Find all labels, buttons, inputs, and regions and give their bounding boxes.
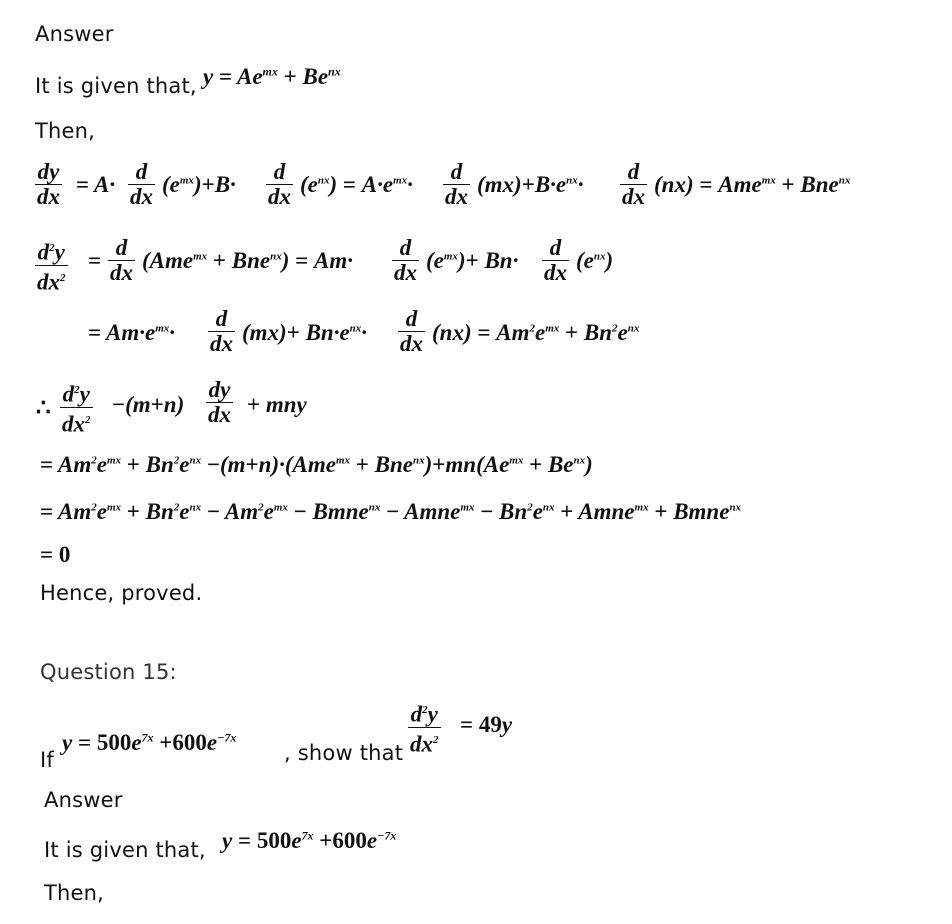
frac-d-dx: $\frac{d}{dx}$ <box>110 235 133 285</box>
frac-d-dx: $\frac{d}{dx}$ <box>130 159 153 209</box>
answer-heading-2: Answer <box>44 788 123 812</box>
frac-d-dx: $\frac{d}{dx}$ <box>544 235 567 285</box>
question-target-equation: = 49y <box>460 712 513 737</box>
frac-dy-dx: $\frac{dy}{dx}$ <box>37 159 60 209</box>
then-text-2: Then, <box>44 881 105 905</box>
frac-d2y-dx2: $\frac{d^2y}{dx^2}$ <box>410 701 439 757</box>
equation-line-1-part: $(e^{mx})+B\cdot$ <box>162 172 236 197</box>
frac-d-dx: $\frac{d}{dx}$ <box>394 235 417 285</box>
frac-d-dx: $\frac{d}{dx}$ <box>400 306 423 356</box>
question-if-text: If <box>40 748 54 772</box>
question-given-equation: $y = 500e^{7x} +600e^{-7x}$ <box>62 730 237 755</box>
equation-line-4-part: + mny <box>247 392 307 417</box>
conclusion-text: Hence, proved. <box>40 581 203 605</box>
equation-line-6: = $Am^2e^{mx} + Bn^2e^{nx} - Am^2e^{mx}$ − Bmne$^{nx}$ − Amne$^{mx}$ − $Bn^2e^{nx}$ + Amne$^{mx}$ + Bmne$^{nx}$ <box>40 499 742 524</box>
given-equation: $y = Ae^{mx} + Be^{nx}$ <box>203 64 341 89</box>
question-show-text: , show that <box>284 741 404 765</box>
frac-d-dx: $\frac{d}{dx}$ <box>268 159 291 209</box>
frac-d-dx: $\frac{d}{dx}$ <box>445 159 468 209</box>
frac-d-dx: $\frac{d}{dx}$ <box>210 306 233 356</box>
equation-line-7: = 0 <box>40 542 71 567</box>
equation-line-5: = $Am^2e^{mx} + Bn^2e^{nx} -(m+n)\cdot(Ame^{mx} + Bne^{nx})+mn(Ae^{mx} + Be^{nx})$ <box>40 452 593 477</box>
then-text: Then, <box>35 119 96 143</box>
equation-line-2-part: $(e^{nx})$ <box>576 248 614 273</box>
equation-line-4: −(m+n) <box>112 392 185 417</box>
frac-d-dx: $\frac{d}{dx}$ <box>622 159 645 209</box>
frac-d2y-dx2: $\frac{d^2y}{dx^2}$ <box>37 239 66 295</box>
equation-line-2-part: (Ame$^{mx}$ + Bne$^{nx}$) = Am· <box>142 248 354 273</box>
given-text-2: It is given that, <box>44 838 206 862</box>
frac-dy-dx: $\frac{dy}{dx}$ <box>208 377 231 427</box>
frac-d2y-dx2: $\frac{d^2y}{dx^2}$ <box>62 381 91 437</box>
equation-line-1: = A· <box>76 172 116 197</box>
equation-line-2: = <box>88 248 102 273</box>
equation-line-1-part: $(e^{nx}) = A\cdot e^{mx}\cdot$ <box>300 172 413 197</box>
equation-line-2-part: $(e^{mx})+ Bn\cdot$ <box>426 248 519 273</box>
answer-heading: Answer <box>35 22 114 46</box>
equation-line-3-part: $(mx)+ Bn\cdot e^{nx}\cdot$ <box>242 320 368 345</box>
given-text: It is given that, <box>35 74 197 98</box>
equation-line-3-part: $(nx) = Am^2e^{mx} + Bn^2e^{nx}$ <box>432 320 640 345</box>
equation-line-3: = $Am\cdot e^{mx}\cdot$ <box>88 320 176 345</box>
equation-line-1-part: (nx) = Ame$^{mx}$ + Bne$^{nx}$ <box>654 172 851 197</box>
equation-line-1-part: $(mx)+B\cdot e^{nx}\cdot$ <box>477 172 584 197</box>
therefore-symbol: ∴ <box>36 395 51 420</box>
given-equation-2: $y = 500e^{7x} +600e^{-7x}$ <box>222 828 397 853</box>
question-title: Question 15: <box>40 660 177 684</box>
